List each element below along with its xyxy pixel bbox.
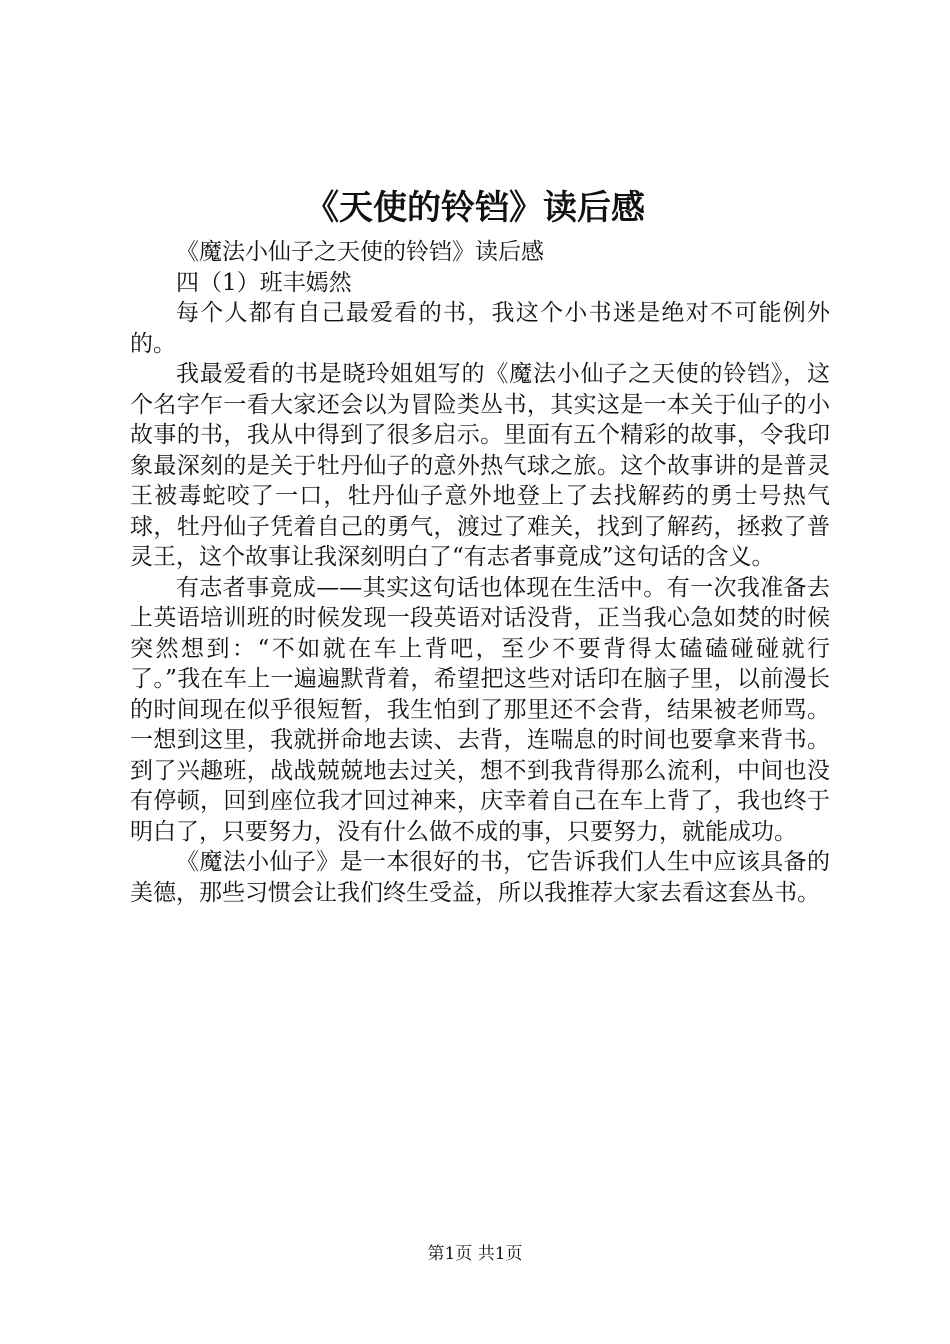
body-paragraph-3: 有志者事竟成——其实这句话也体现在生活中。有一次我准备去上英语培训班的时候发现一段英语对话没背，正当我心急如焚的时候突然想到：“不如就在车上背吧，至少不要背得太磕磕碰碰就行了。”我在车上一遍遍默背着，希望把这些对话印在脑子里，以前漫长的时间现在似乎很短暂，我生怕到了那里还不会背，结果被老师骂。一想到这里，我就拼命地去读、去背，连喘息的时间也要拿来背书。到了兴趣班，战战兢兢地去过关，想不到我背得那么流利，中间也没有停顿，回到座位我才回过神来，庆幸着自己在车上背了，我也终于明白了，只要努力，没有什么做不成的事，只要努力，就能成功。: [130, 574, 830, 845]
document-title: 《天使的铃铛》读后感: [305, 188, 645, 228]
body-paragraph-2: 我最爱看的书是晓玲姐姐写的《魔法小仙子之天使的铃铛》，这个名字乍一看大家还会以为冒险类丛书，其实这是一本关于仙子的小故事的书，我从中得到了很多启示。里面有五个精彩的故事，令我印象最深刻的是关于牡丹仙子的意外热气球之旅。这个故事讲的是普灵王被毒蛇咬了一口，牡丹仙子意外地登上了去找解药的勇士号热气球，牡丹仙子凭着自己的勇气，渡过了难关，找到了解药，拯救了普灵王，这个故事让我深刻明白了“有志者事竟成”这句话的含义。: [130, 361, 830, 570]
document-body: [130, 237, 830, 908]
body-paragraph-1: 每个人都有自己最爱看的书，我这个小书迷是绝对不可能例外的。: [130, 300, 830, 357]
page-footer: 第1页 共1页: [427, 1244, 523, 1264]
author-line: 四（1）班丰嫣然: [176, 269, 352, 296]
subtitle-paragraph: 《魔法小仙子之天使的铃铛》读后感: [176, 239, 544, 265]
body-paragraph-4: 《魔法小仙子》是一本很好的书，它告诉我们人生中应该具备的美德，那些习惯会让我们终生受益，所以我推荐大家去看这套丛书。: [130, 849, 830, 906]
